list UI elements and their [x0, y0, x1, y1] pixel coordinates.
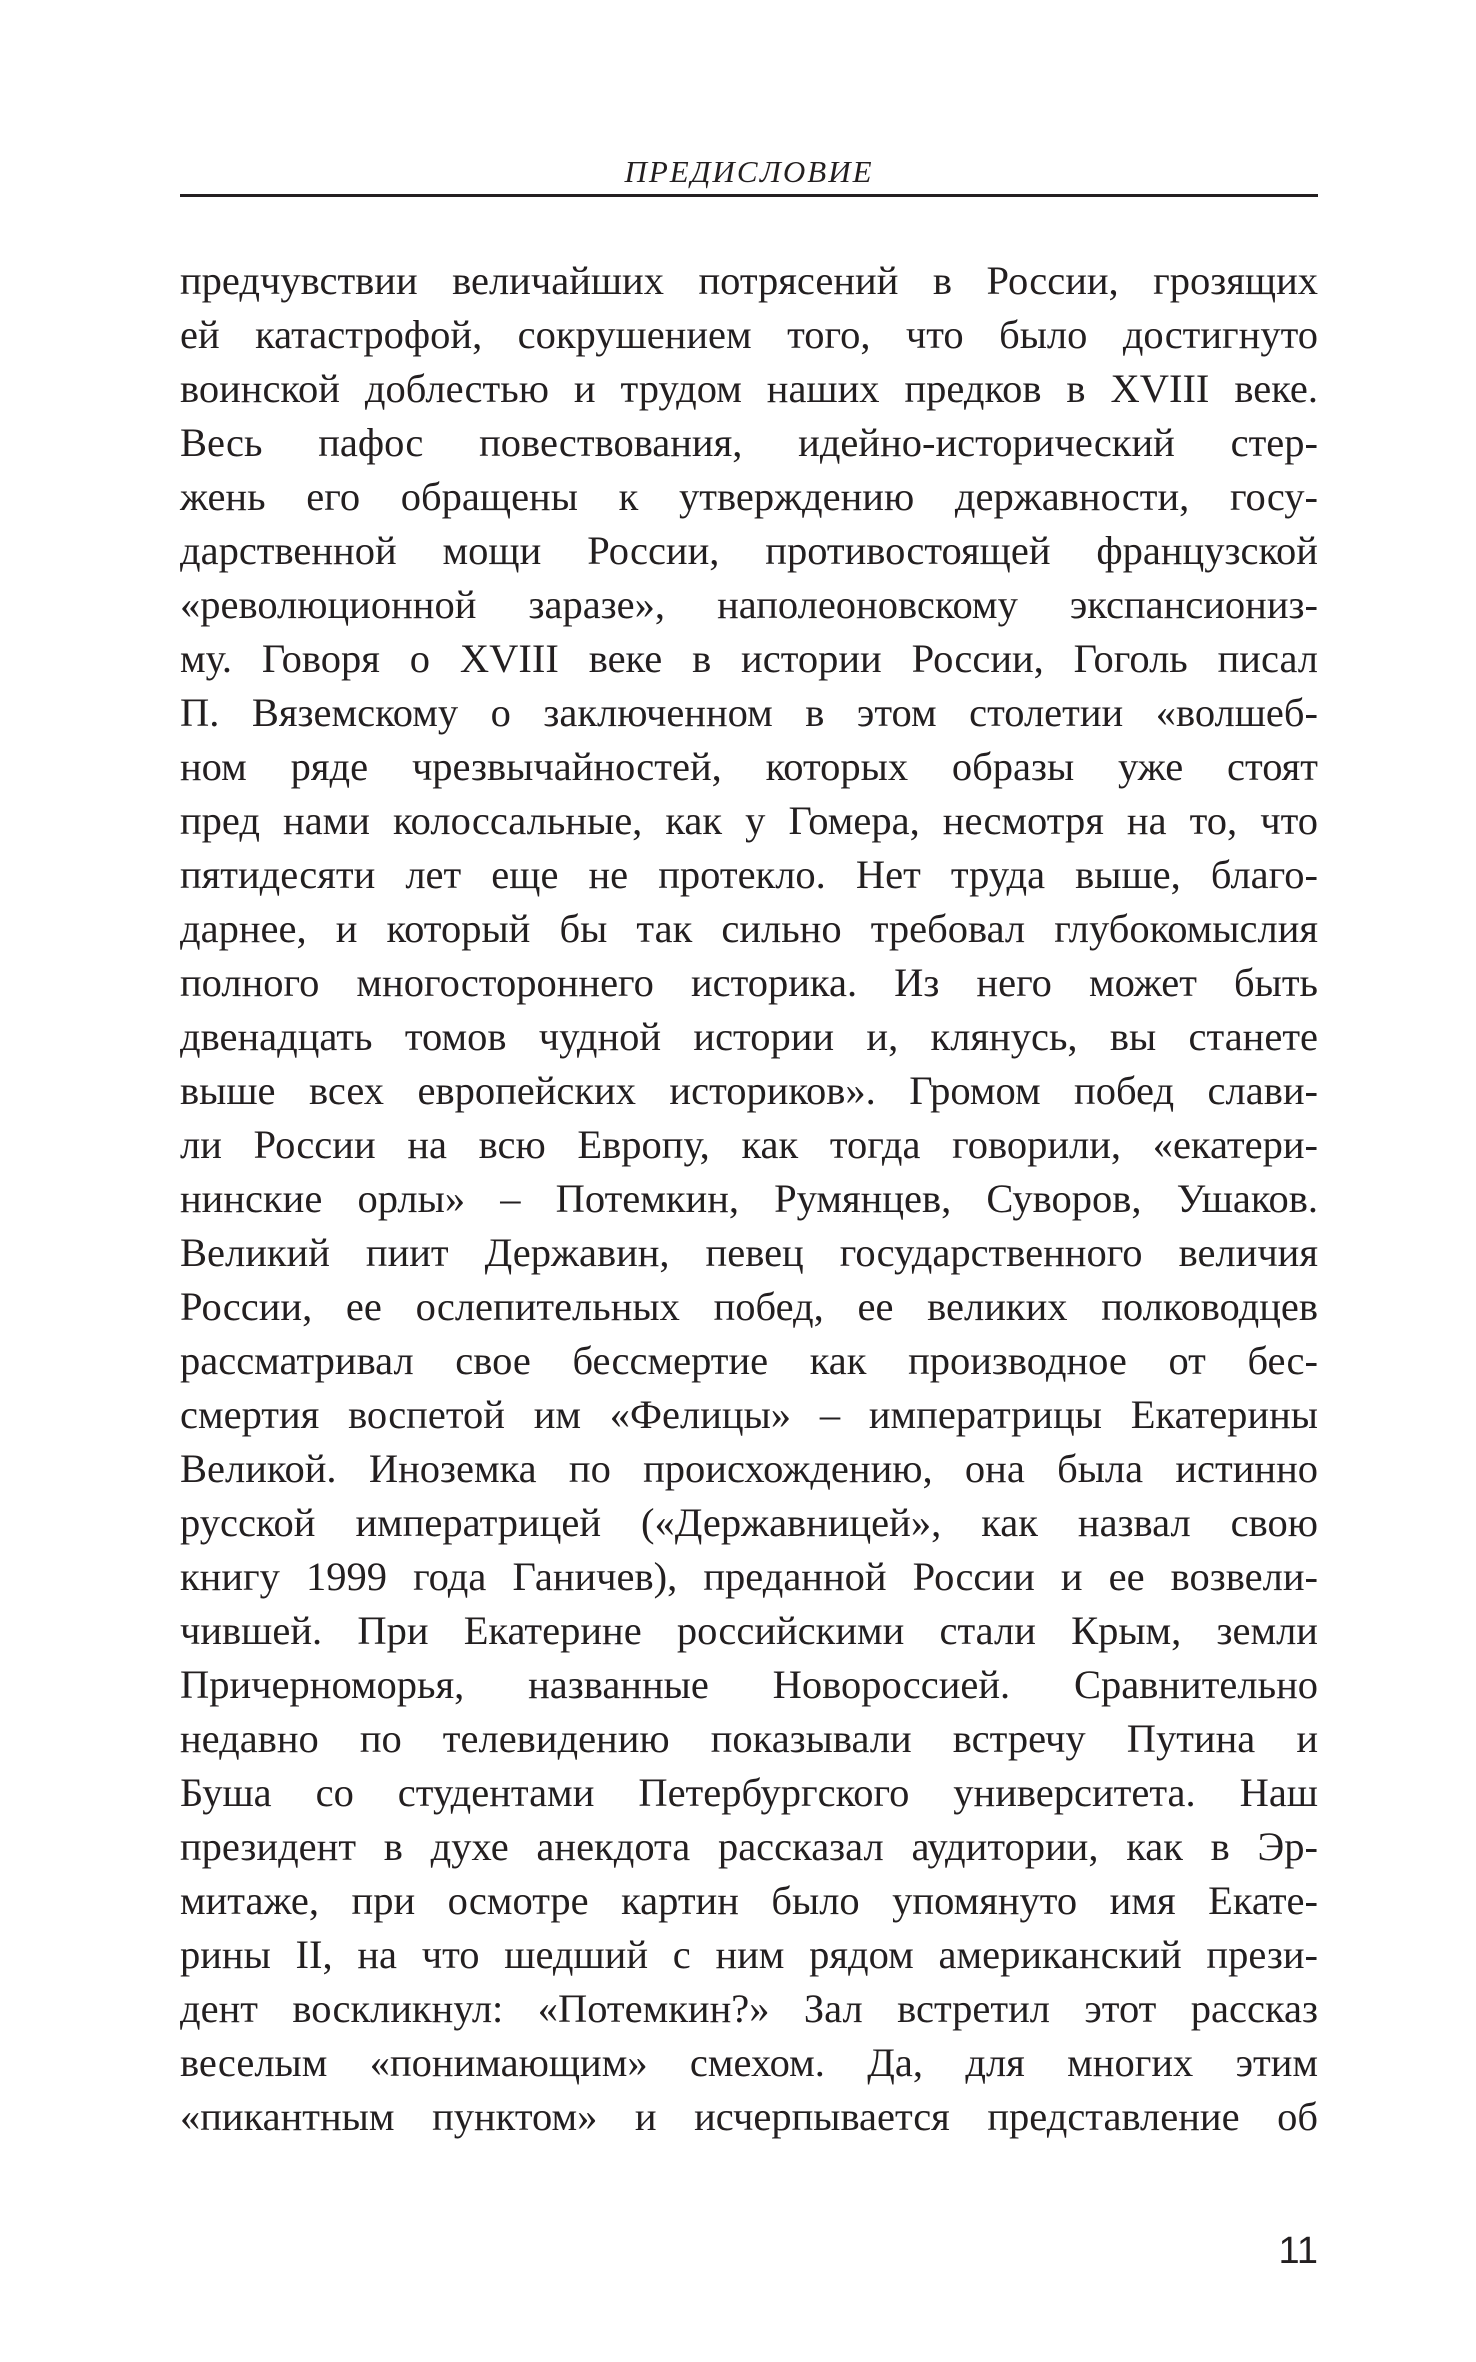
text-line: смертия воспетой им «Фелицы» – императрицы Екатерины — [180, 1392, 1318, 1437]
text-line: двенадцать томов чудной истории и, клянусь, вы станете — [180, 1014, 1318, 1059]
text-line: воинской доблестью и трудом наших предков в XVIII веке. — [180, 366, 1318, 411]
text-line: «революционной заразе», наполеоновскому экспансиониз- — [180, 582, 1318, 627]
text-line: ном ряде чрезвычайностей, которых образы уже стоят — [180, 744, 1318, 789]
text-line: недавно по телевидению показывали встречу Путина и — [180, 1716, 1318, 1761]
text-line: рассматривал свое бессмертие как производное от бес- — [180, 1338, 1318, 1383]
text-line: Причерноморья, названные Новороссией. Сравнительно — [180, 1662, 1318, 1707]
text-line: предчувствии величайших потрясений в России, грозящих — [180, 258, 1318, 303]
text-line: дарственной мощи России, противостоящей французской — [180, 528, 1318, 573]
text-line: веселым «понимающим» смехом. Да, для многих этим — [180, 2040, 1318, 2085]
text-line: рины II, на что шедший с ним рядом американский прези- — [180, 1932, 1318, 1977]
running-head-title: ПРЕДИСЛОВИЕ — [624, 154, 874, 189]
text-line: чившей. При Екатерине российскими стали Крым, земли — [180, 1608, 1318, 1653]
text-line: русской императрицей («Державницей», как назвал свою — [180, 1500, 1318, 1545]
text-line: пятидесяти лет еще не протекло. Нет труда выше, благо- — [180, 852, 1318, 897]
body-text — [180, 254, 1318, 2144]
header-rule — [180, 194, 1318, 197]
text-line: Весь пафос повествования, идейно-исторический стер- — [180, 420, 1318, 465]
page-number: 11 — [1278, 2230, 1318, 2272]
text-line: полного многостороннего историка. Из него может быть — [180, 960, 1318, 1005]
text-line: митаже, при осмотре картин было упомянуто имя Екате- — [180, 1878, 1318, 1923]
text-line: дарнее, и который бы так сильно требовал глубокомыслия — [180, 906, 1318, 951]
text-line: П. Вяземскому о заключенном в этом столетии «волшеб- — [180, 690, 1318, 735]
text-line: президент в духе анекдота рассказал аудитории, как в Эр- — [180, 1824, 1318, 1869]
text-line: книгу 1999 года Ганичев), преданной России и ее возвели- — [180, 1554, 1318, 1599]
text-line: пред нами колоссальные, как у Гомера, несмотря на то, что — [180, 798, 1318, 843]
text-line: ей катастрофой, сокрушением того, что было достигнуто — [180, 312, 1318, 357]
text-line: «пикантным пунктом» и исчерпывается представление об — [180, 2094, 1318, 2139]
text-line: Великий пиит Державин, певец государственного величия — [180, 1230, 1318, 1275]
text-line: нинские орлы» – Потемкин, Румянцев, Суворов, Ушаков. — [180, 1176, 1318, 1221]
text-line: жень его обращены к утверждению державности, госу- — [180, 474, 1318, 519]
text-line: му. Говоря о XVIII веке в истории России, Гоголь писал — [180, 636, 1318, 681]
text-line: Буша со студентами Петербургского университета. Наш — [180, 1770, 1318, 1815]
text-line: выше всех европейских историков». Громом побед слави- — [180, 1068, 1318, 1113]
text-line: Великой. Иноземка по происхождению, она была истинно — [180, 1446, 1318, 1491]
text-line: ли России на всю Европу, как тогда говорили, «екатери- — [180, 1122, 1318, 1167]
text-line: дент воскликнул: «Потемкин?» Зал встретил этот рассказ — [180, 1986, 1318, 2031]
text-line: России, ее ослепительных побед, ее великих полководцев — [180, 1284, 1318, 1329]
